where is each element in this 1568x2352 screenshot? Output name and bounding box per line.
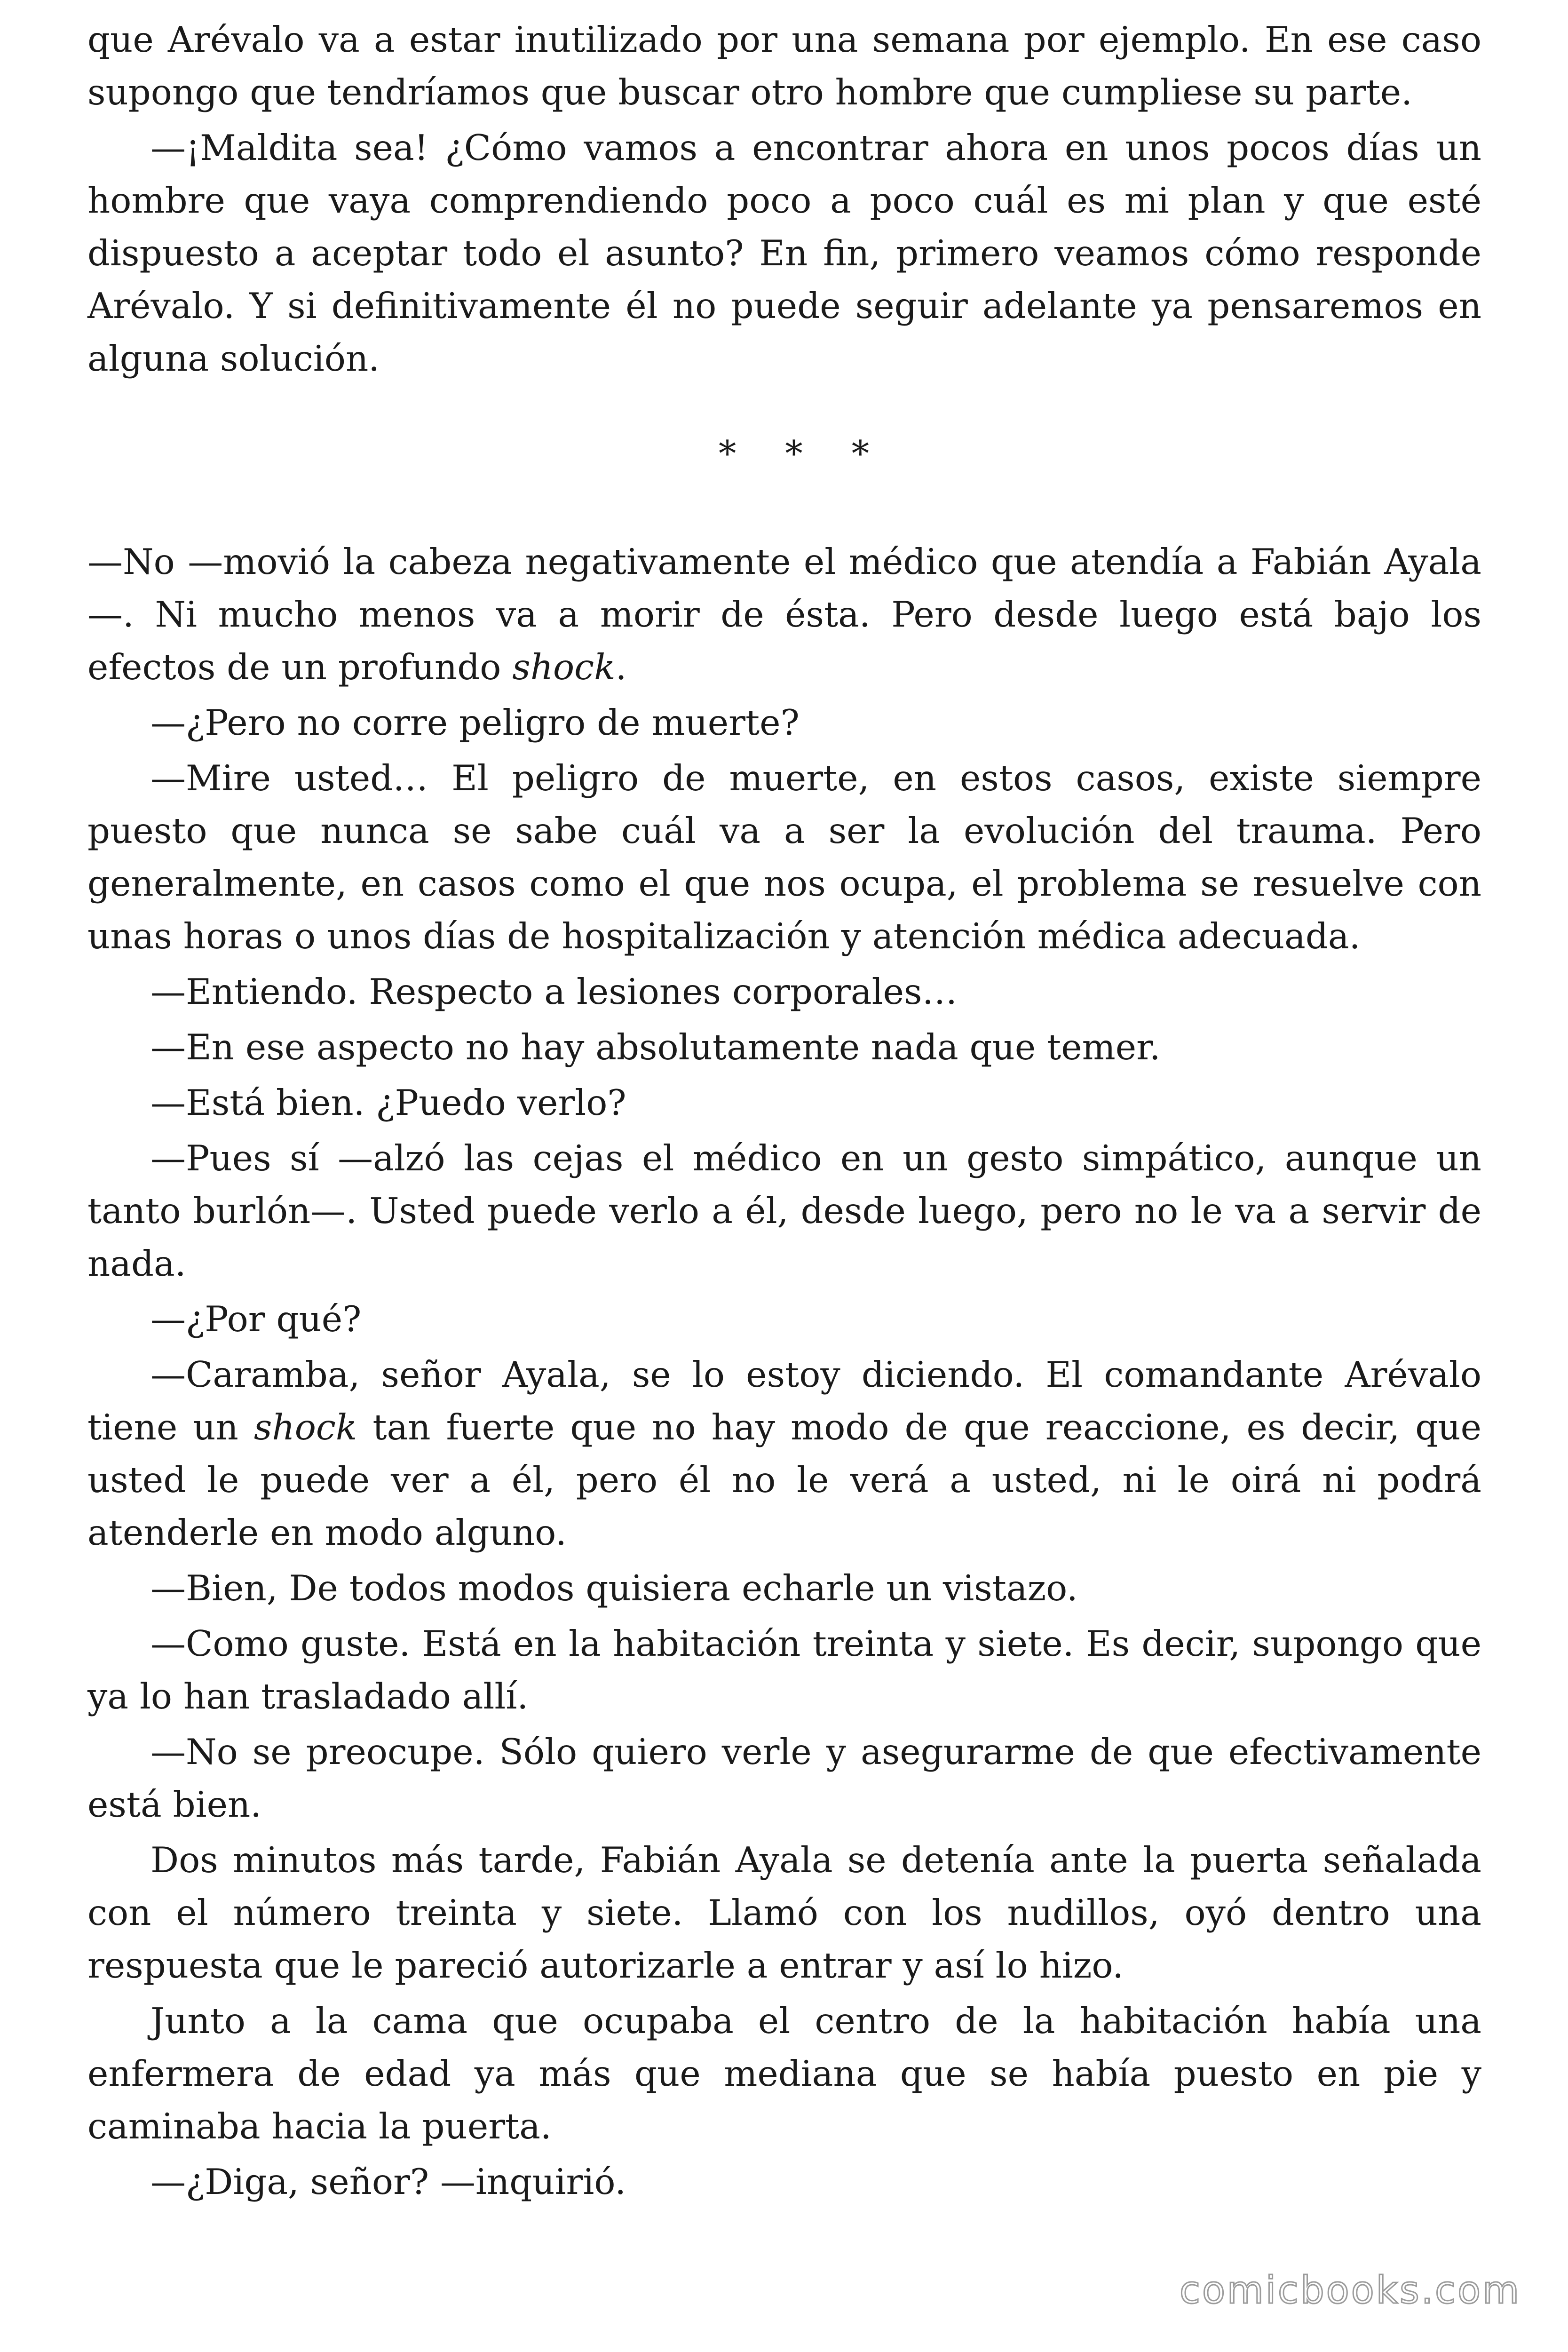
paragraph-dialogue: —Como guste. Está en la habitación treinta y siete. Es decir, supongo que ya lo han trasladado allí.	[87, 1623, 1481, 1717]
paragraph-text: tan fuerte que no hay modo de que reaccione, es decir, que usted le puede ver a él, pero él no le verá a usted, ni le oirá ni podrá atenderle en modo alguno.	[87, 1406, 1481, 1553]
paragraph-dialogue: —¡Maldita sea! ¿Cómo vamos a encontrar ahora en unos pocos días un hombre que vaya comprendiendo poco a poco cuál es mi plan y que esté dispuesto a aceptar todo el asunto? En fin, primero veamos cómo responde Arévalo. Y si definitivamente él no puede seguir adelante ya pensaremos en alguna solución.	[87, 127, 1481, 379]
paragraph-dialogue: —No se preocupe. Sólo quiero verle y asegurarme de que efectivamente está bien.	[87, 1731, 1481, 1825]
paragraph-text: —No —movió la cabeza negativamente el médico que atendía a Fabián Ayala—. Ni mucho menos va a morir de ésta. Pero desde luego está bajo los efectos de un profundo	[87, 541, 1481, 688]
body-text	[87, 13, 1481, 2211]
paragraph-dialogue: —Bien, De todos modos quisiera echarle un vistazo.	[150, 1567, 1078, 1609]
paragraph-dialogue: —Pues sí —alzó las cejas el médico en un gesto simpático, aunque un tanto burlón—. Usted puede verlo a él, desde luego, pero no le va a servir de nada.	[87, 1137, 1481, 1284]
paragraph-narrative: Dos minutos más tarde, Fabián Ayala se detenía ante la puerta señalada con el número treinta y siete. Llamó con los nudillos, oyó dentro una respuesta que le pareció autorizarle a entrar y así lo hizo.	[87, 1839, 1481, 1986]
italic-word: shock	[253, 1406, 357, 1448]
paragraph-dialogue: —En ese aspecto no hay absolutamente nada que temer.	[150, 1026, 1161, 1068]
paragraph-dialogue: —Está bien. ¿Puedo verlo?	[150, 1082, 626, 1123]
italic-word: shock	[512, 646, 616, 688]
paragraph-doctor-shock	[87, 535, 1481, 693]
paragraph-dialogue: —¿Pero no corre peligro de muerte?	[150, 702, 800, 743]
paragraph-continuation: que Arévalo va a estar inutilizado por una semana por ejemplo. En ese caso supongo que tendríamos que buscar otro hombre que cumpliese su parte.	[87, 19, 1481, 113]
paragraph-text: —Caramba, señor Ayala, se lo estoy diciendo. El comandante Arévalo tiene un	[87, 1354, 1481, 1448]
paragraph-dialogue	[87, 1348, 1481, 1559]
scene-break-asterisks: * * *	[718, 433, 888, 474]
watermark: comicbooks.com	[1179, 2268, 1521, 2312]
paragraph-text: .	[615, 646, 627, 688]
paragraph-dialogue: —Entiendo. Respecto a lesiones corporales…	[150, 971, 958, 1012]
paragraph-dialogue: —Mire usted… El peligro de muerte, en estos casos, existe siempre puesto que nunca se sabe cuál va a ser la evolución del trauma. Pero generalmente, en casos como el que nos ocupa, el problema se resuelve con unas horas o unos días de hospitalización y atención médica adecuada.	[87, 757, 1481, 957]
paragraph-dialogue: —¿Por qué?	[150, 1298, 362, 1340]
scene-break	[87, 427, 1481, 480]
paragraph-dialogue: —¿Diga, señor? —inquirió.	[150, 2161, 626, 2202]
paragraph-narrative: Junto a la cama que ocupaba el centro de la habitación había una enfermera de edad ya más que mediana que se había puesto en pie y caminaba hacia la puerta.	[87, 2000, 1481, 2147]
